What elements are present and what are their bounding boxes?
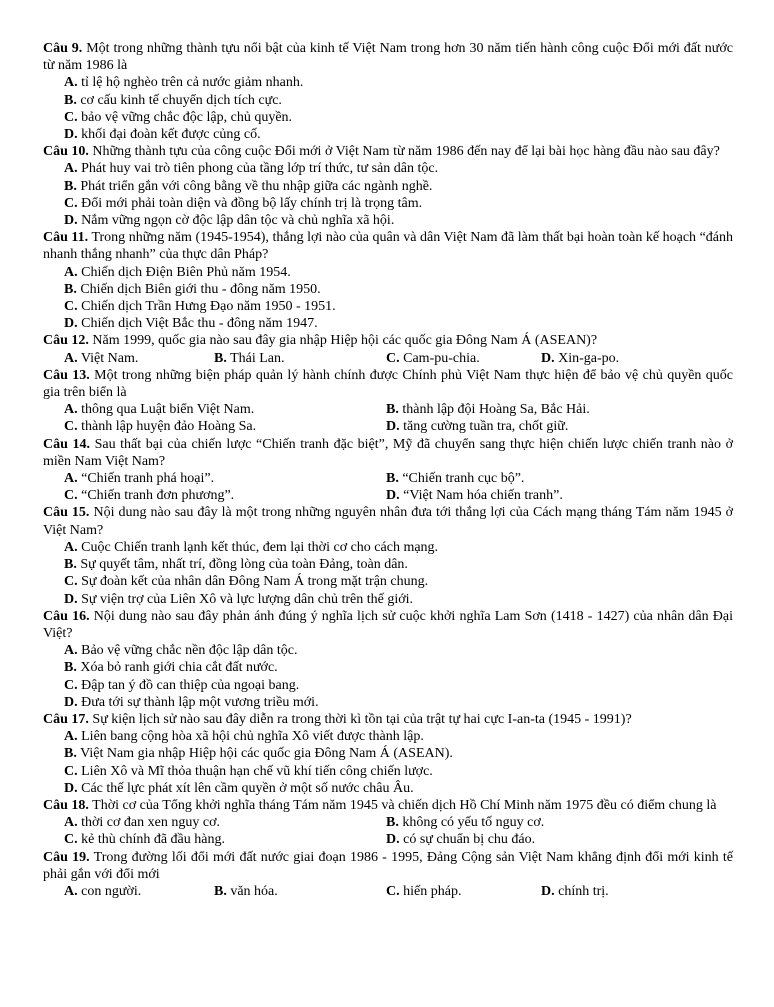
option-text: Sự đoàn kết của nhân dân Đông Nam Á trong mặt trận chung. xyxy=(81,574,429,590)
option-letter: D. xyxy=(64,316,78,332)
option-text: con người. xyxy=(81,883,142,899)
option-c xyxy=(64,487,386,504)
question-15 xyxy=(43,504,733,607)
option-text: Chiến dịch Biên giới thu - đông năm 1950. xyxy=(80,281,321,297)
option-a xyxy=(64,883,214,900)
option-letter: A. xyxy=(64,643,78,659)
question-stem xyxy=(43,436,733,470)
question-9 xyxy=(43,40,733,143)
option-text: kẻ thù chính đã đầu hàng. xyxy=(81,832,225,848)
options-row xyxy=(43,401,733,418)
option-letter: A. xyxy=(64,402,78,418)
option-text: Việt Nam gia nhập Hiệp hội các quốc gia Đông Nam Á (ASEAN). xyxy=(80,746,453,762)
option-text: bảo vệ vững chắc độc lập, chủ quyền. xyxy=(81,109,293,125)
option-letter: D. xyxy=(64,694,78,710)
option-letter: C. xyxy=(64,763,78,779)
option-letter: B. xyxy=(386,471,399,487)
question-12 xyxy=(43,332,733,366)
option-letter: A. xyxy=(64,729,78,745)
option-letter: C. xyxy=(64,419,78,435)
option-text: Nắm vững ngọn cờ độc lập dân tộc và chủ nghĩa xã hội. xyxy=(81,213,395,229)
option-letter: A. xyxy=(64,815,78,831)
option-text: thông qua Luật biển Việt Nam. xyxy=(81,402,255,418)
question-13 xyxy=(43,367,733,436)
option-b xyxy=(43,92,733,109)
option-b xyxy=(214,883,386,900)
option-d xyxy=(43,212,733,229)
option-text: Thái Lan. xyxy=(230,350,285,366)
question-text: Sau thất bại của chiến lược “Chiến tranh đặc biệt”, Mỹ đã chuyển sang thực hiện chiến lược chiến tranh nào ở miền Nam Việt Nam? xyxy=(43,436,733,469)
option-text: hiến pháp. xyxy=(403,883,462,899)
option-b xyxy=(214,350,386,367)
question-14 xyxy=(43,436,733,505)
option-letter: C. xyxy=(64,195,78,211)
question-stem xyxy=(43,797,733,814)
option-letter: D. xyxy=(386,832,400,848)
option-b xyxy=(386,814,708,831)
option-letter: B. xyxy=(64,281,77,297)
option-text: Chiến dịch Trần Hưng Đạo năm 1950 - 1951. xyxy=(81,299,336,315)
option-b xyxy=(43,659,733,676)
options-row xyxy=(43,883,733,900)
option-d xyxy=(386,831,708,848)
question-number: Câu 19. xyxy=(43,849,90,865)
option-text: tỉ lệ hộ nghèo trên cả nước giảm nhanh. xyxy=(81,75,304,91)
exam-document xyxy=(43,40,733,900)
option-c xyxy=(386,883,541,900)
option-text: thành lập đội Hoàng Sa, Bắc Hải. xyxy=(402,402,590,418)
option-letter: A. xyxy=(64,75,78,91)
option-text: Sự viện trợ của Liên Xô và lực lượng dân chủ trên thế giới. xyxy=(81,591,414,607)
option-text: Cuộc Chiến tranh lạnh kết thúc, đem lại thời cơ cho cách mạng. xyxy=(81,539,439,555)
option-text: thời cơ đan xen nguy cơ. xyxy=(81,815,220,831)
question-text: Sự kiện lịch sử nào sau đây diễn ra trong thời kì tồn tại của trật tự hai cực I-an-ta (1945 - 1991)? xyxy=(92,711,632,727)
option-text: Liên bang cộng hòa xã hội chủ nghĩa Xô viết được thành lập. xyxy=(81,729,424,745)
option-letter: D. xyxy=(386,488,400,504)
option-c xyxy=(64,831,386,848)
option-letter: B. xyxy=(214,350,227,366)
option-letter: D. xyxy=(64,127,78,143)
option-d xyxy=(541,883,691,900)
option-letter: C. xyxy=(64,109,78,125)
question-number: Câu 15. xyxy=(43,505,90,521)
option-a xyxy=(64,350,214,367)
option-letter: B. xyxy=(386,402,399,418)
option-letter: B. xyxy=(64,92,77,108)
option-letter: C. xyxy=(64,574,78,590)
option-a xyxy=(43,539,733,556)
option-a xyxy=(64,401,386,418)
option-letter: B. xyxy=(214,883,227,899)
option-letter: B. xyxy=(64,660,77,676)
option-letter: A. xyxy=(64,883,78,899)
question-stem xyxy=(43,332,733,349)
question-stem xyxy=(43,849,733,883)
question-number: Câu 16. xyxy=(43,608,90,624)
option-d xyxy=(43,591,733,608)
option-text: thành lập huyện đảo Hoàng Sa. xyxy=(81,419,257,435)
question-stem xyxy=(43,608,733,642)
option-d xyxy=(43,694,733,711)
question-stem xyxy=(43,40,733,74)
option-text: Đập tan ý đồ can thiệp của ngoại bang. xyxy=(81,677,300,693)
option-letter: B. xyxy=(64,746,77,762)
option-text: “Chiến tranh đơn phương”. xyxy=(81,488,235,504)
option-text: Liên Xô và Mĩ thỏa thuận hạn chế vũ khí tiến công chiến lược. xyxy=(81,763,433,779)
question-text: Trong những năm (1945-1954), thắng lợi nào của quân và dân Việt Nam đã làm thất bại hoàn toàn kế hoạch “đánh nhanh thắng nhanh” của thực dân Pháp? xyxy=(43,230,733,263)
option-letter: C. xyxy=(386,883,400,899)
option-text: “Việt Nam hóa chiến tranh”. xyxy=(403,488,563,504)
option-letter: C. xyxy=(64,488,78,504)
question-19 xyxy=(43,849,733,901)
option-letter: C. xyxy=(64,299,78,315)
option-b xyxy=(43,281,733,298)
option-a xyxy=(43,642,733,659)
option-b xyxy=(43,178,733,195)
question-number: Câu 10. xyxy=(43,144,89,160)
option-a xyxy=(43,74,733,91)
question-number: Câu 13. xyxy=(43,367,90,383)
option-text: có sự chuẩn bị chu đáo. xyxy=(403,832,536,848)
option-b xyxy=(43,556,733,573)
question-stem xyxy=(43,367,733,401)
option-b xyxy=(386,470,708,487)
options-row xyxy=(43,831,733,848)
option-text: không có yếu tố nguy cơ. xyxy=(402,815,545,831)
option-text: Phát triển gắn với công bằng về thu nhập giữa các ngành nghề. xyxy=(80,178,433,194)
option-text: văn hóa. xyxy=(230,883,278,899)
option-text: chính trị. xyxy=(558,883,609,899)
option-letter: A. xyxy=(64,264,78,280)
option-d xyxy=(43,126,733,143)
question-text: Năm 1999, quốc gia nào sau đây gia nhập Hiệp hội các quốc gia Đông Nam Á (ASEAN)? xyxy=(92,333,598,349)
option-d xyxy=(541,350,691,367)
option-c xyxy=(43,109,733,126)
question-number: Câu 17. xyxy=(43,711,89,727)
option-text: Xóa bỏ ranh giới chia cắt đất nước. xyxy=(80,660,278,676)
question-text: Trong đường lối đổi mới đất nước giai đoạn 1986 - 1995, Đảng Cộng sản Việt Nam khẳng định đổi mới kinh tế phải gắn với đổi mới xyxy=(43,849,734,882)
option-b xyxy=(43,745,733,762)
option-a xyxy=(64,814,386,831)
option-text: Việt Nam. xyxy=(80,350,139,366)
question-16 xyxy=(43,608,733,711)
question-number: Câu 11. xyxy=(43,230,89,246)
option-d xyxy=(43,315,733,332)
option-text: Bảo vệ vững chắc nền độc lập dân tộc. xyxy=(81,643,298,659)
option-text: tăng cường tuần tra, chốt giữ. xyxy=(403,419,569,435)
option-text: Phát huy vai trò tiên phong của tầng lớp trí thức, tư sản dân tộc. xyxy=(81,161,439,177)
option-letter: A. xyxy=(64,350,78,366)
option-letter: B. xyxy=(64,178,77,194)
option-text: “Chiến tranh cục bộ”. xyxy=(402,471,525,487)
option-c xyxy=(43,298,733,315)
options-row xyxy=(43,814,733,831)
option-b xyxy=(386,401,708,418)
option-a xyxy=(64,470,386,487)
option-c xyxy=(43,677,733,694)
option-a xyxy=(43,264,733,281)
option-a xyxy=(43,728,733,745)
question-text: Một trong những thành tựu nổi bật của kinh tế Việt Nam trong hơn 30 năm tiến hành công cuộc Đổi mới đất nước từ năm 1986 là xyxy=(43,41,733,74)
option-d xyxy=(43,780,733,797)
option-d xyxy=(386,418,708,435)
option-text: Đổi mới phải toàn diện và đồng bộ lấy chính trị là trọng tâm. xyxy=(81,195,423,211)
question-11 xyxy=(43,229,733,332)
question-17 xyxy=(43,711,733,797)
options-row xyxy=(43,487,733,504)
question-stem xyxy=(43,504,733,538)
option-letter: D. xyxy=(541,350,555,366)
option-letter: A. xyxy=(64,161,78,177)
question-stem xyxy=(43,143,733,160)
question-text: Nội dung nào sau đây phản ánh đúng ý nghĩa lịch sử cuộc khởi nghĩa Lam Sơn (1418 - 1427) của nhân dân Đại Việt? xyxy=(43,608,734,641)
option-c xyxy=(43,573,733,590)
option-letter: C. xyxy=(64,677,78,693)
options-row xyxy=(43,418,733,435)
option-text: Sự quyết tâm, nhất trí, đồng lòng của toàn Đảng, toàn dân. xyxy=(80,557,408,573)
option-text: Đưa tới sự thành lập một vương triều mới. xyxy=(81,694,319,710)
option-text: Chiến dịch Việt Bắc thu - đông năm 1947. xyxy=(81,316,318,332)
option-letter: A. xyxy=(64,471,78,487)
options-row xyxy=(43,470,733,487)
option-text: Các thế lực phát xít lên cầm quyền ở một số nước châu Âu. xyxy=(81,780,414,796)
option-text: Xin-ga-po. xyxy=(558,350,620,366)
option-c xyxy=(43,763,733,780)
option-letter: D. xyxy=(386,419,400,435)
option-text: Chiến dịch Điện Biên Phủ năm 1954. xyxy=(81,264,291,280)
option-letter: B. xyxy=(386,815,399,831)
options-row xyxy=(43,350,733,367)
option-c xyxy=(386,350,541,367)
question-text: Thời cơ của Tổng khởi nghĩa tháng Tám năm 1945 và chiến dịch Hồ Chí Minh năm 1975 đều có điểm chung là xyxy=(92,797,717,813)
option-letter: D. xyxy=(64,213,78,229)
option-c xyxy=(43,195,733,212)
question-text: Một trong những biện pháp quản lý hành chính được Chính phủ Việt Nam thực hiện để bảo vệ chủ quyền quốc gia trên biển là xyxy=(43,367,734,401)
option-c xyxy=(64,418,386,435)
question-number: Câu 9. xyxy=(43,41,83,56)
option-a xyxy=(43,160,733,177)
question-text: Nội dung nào sau đây là một trong những nguyên nhân đưa tới thắng lợi của Cách mạng tháng Tám năm 1945 ở Việt Nam? xyxy=(43,505,734,538)
option-letter: D. xyxy=(541,883,555,899)
question-18 xyxy=(43,797,733,849)
option-letter: D. xyxy=(64,591,78,607)
option-text: cơ cấu kinh tế chuyển dịch tích cực. xyxy=(80,92,282,108)
option-text: “Chiến tranh phá hoại”. xyxy=(81,471,215,487)
question-10 xyxy=(43,143,733,229)
question-number: Câu 18. xyxy=(43,797,89,813)
question-number: Câu 12. xyxy=(43,333,89,349)
question-text: Những thành tựu của công cuộc Đổi mới ở Việt Nam từ năm 1986 đến nay để lại bài học hàng đầu nào sau đây? xyxy=(92,144,720,160)
option-letter: C. xyxy=(386,350,400,366)
option-text: Cam-pu-chia. xyxy=(403,350,480,366)
option-letter: D. xyxy=(64,780,78,796)
question-stem xyxy=(43,229,733,263)
option-letter: B. xyxy=(64,557,77,573)
question-stem xyxy=(43,711,733,728)
option-text: khối đại đoàn kết được củng cố. xyxy=(81,127,261,143)
question-number: Câu 14. xyxy=(43,436,90,452)
option-letter: A. xyxy=(64,539,78,555)
option-d xyxy=(386,487,708,504)
option-letter: C. xyxy=(64,832,78,848)
